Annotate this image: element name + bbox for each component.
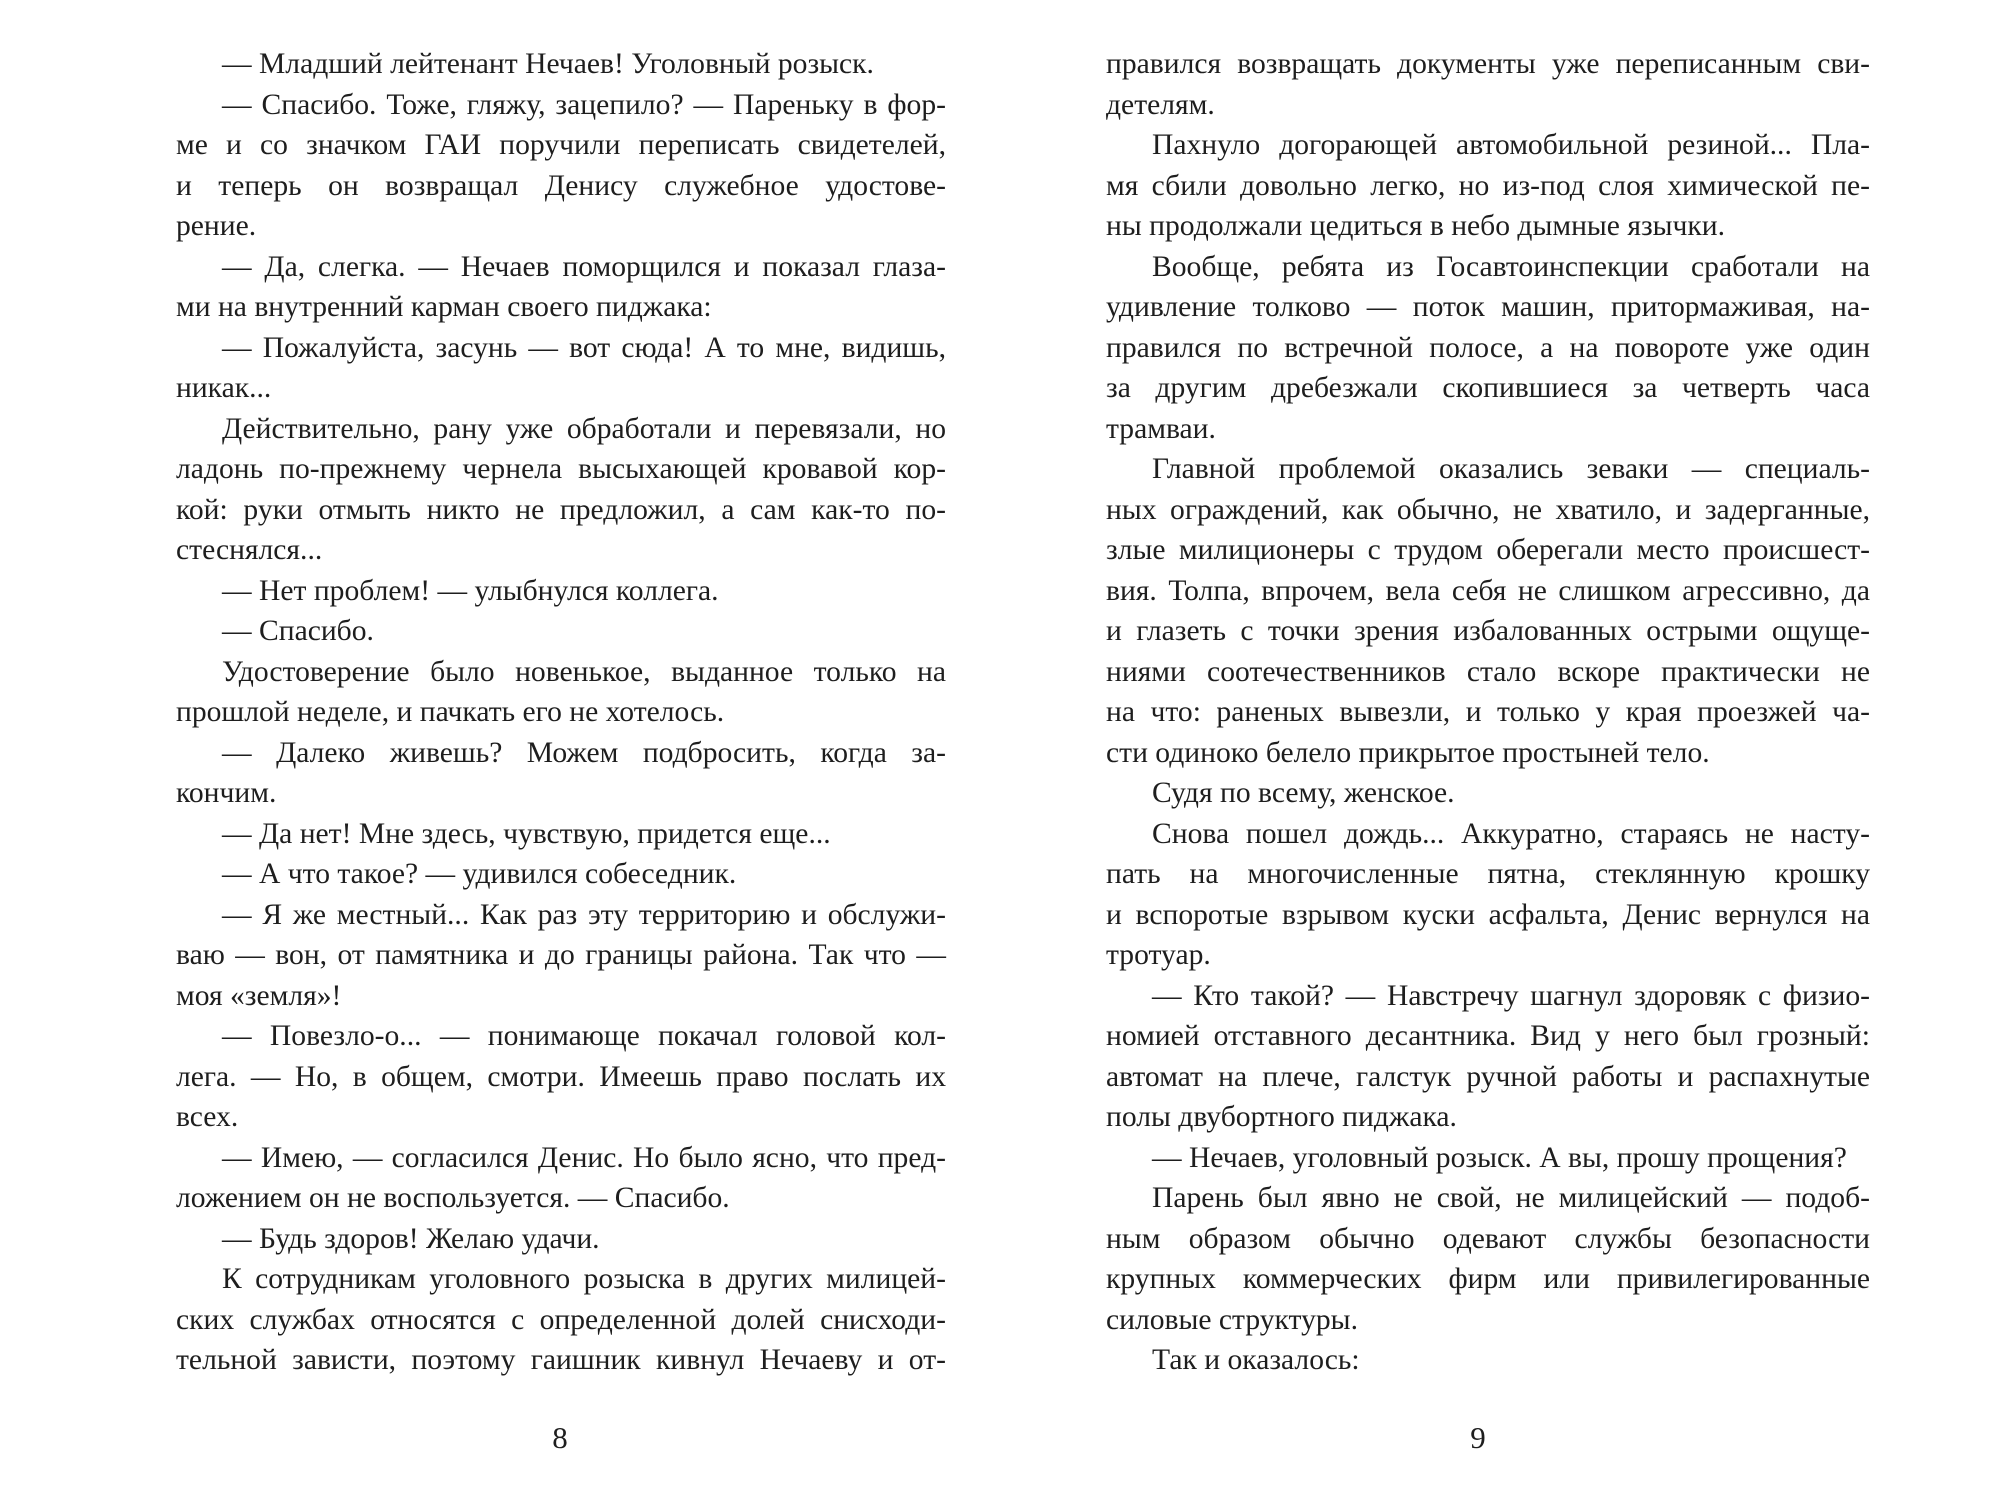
text-line: ны продолжали цедиться в небо дымные язычки. bbox=[1106, 210, 1726, 242]
text-line: — Младший лейтенант Нечаев! Уголовный розыск. bbox=[222, 48, 874, 80]
text-line: — Спасибо. bbox=[222, 615, 374, 647]
text-line: — Я же местный... Как раз эту территорию и обслужи- bbox=[222, 898, 946, 931]
text-line: удивление толково — поток машин, притормаживая, на- bbox=[1106, 291, 1870, 323]
text-line: — Кто такой? — Навстречу шагнул здоровяк с физио- bbox=[1152, 979, 1870, 1012]
text-line: — Да нет! Мне здесь, чувствую, придется еще... bbox=[222, 817, 831, 850]
text-line: прошлой неделе, и пачкать его не хотелось. bbox=[176, 696, 725, 728]
text-line: ным образом обычно одевают службы безопасности bbox=[1106, 1222, 1870, 1255]
text-line: ладонь по-прежнему чернела высыхающей кровавой кор- bbox=[176, 453, 946, 485]
text-line: сти одиноко белело прикрытое простыней тело. bbox=[1106, 736, 1710, 769]
text-line: ме и со значком ГАИ поручили переписать свидетелей, bbox=[176, 129, 946, 161]
text-line: — Нечаев, уголовный розыск. А вы, прошу прощения? bbox=[1152, 1141, 1847, 1174]
text-line: ниями соотечественников стало вскоре практически не bbox=[1106, 655, 1870, 688]
text-line: — Да, слегка. — Нечаев поморщился и показал глаза- bbox=[222, 250, 946, 283]
text-line: стеснялся... bbox=[176, 534, 323, 566]
text-line: Удостоверение было новенькое, выданное только на bbox=[222, 655, 946, 688]
text-line: — Будь здоров! Желаю удачи. bbox=[222, 1222, 600, 1255]
text-line: — Спасибо. Тоже, гляжу, зацепило? — Пареньку в фор- bbox=[222, 88, 946, 121]
text-line: ваю — вон, от памятника и до границы района. Так что — bbox=[176, 939, 946, 971]
text-line: тельной зависти, поэтому гаишник кивнул Нечаеву и от- bbox=[176, 1344, 946, 1376]
text-line: за другим дребезжали скопившиеся за четверть часа bbox=[1106, 372, 1870, 404]
text-line: — Имею, — согласился Денис. Но было ясно, что пред- bbox=[222, 1141, 946, 1174]
text-line: кой: руки отмыть никто не предложил, а сам как-то по- bbox=[176, 493, 946, 526]
text-line: мя сбили довольно легко, но из-под слоя химической пе- bbox=[1106, 169, 1870, 202]
text-line: — Повезло-о... — понимающе покачал головой кол- bbox=[222, 1020, 946, 1052]
text-line: — Далеко живешь? Можем подбросить, когда за- bbox=[222, 736, 946, 769]
text-line: моя «земля»! bbox=[176, 979, 342, 1012]
text-line: ных ограждений, как обычно, не хватило, и задерганные, bbox=[1106, 493, 1870, 526]
text-line: трамваи. bbox=[1106, 412, 1216, 445]
text-line: кончим. bbox=[176, 777, 277, 809]
text-line: правился возвращать документы уже переписанным сви- bbox=[1106, 48, 1870, 80]
text-line: силовые структуры. bbox=[1106, 1303, 1358, 1336]
text-line: и теперь он возвращал Денису служебное удостове- bbox=[176, 169, 946, 202]
text-line: и глазеть с точки зрения избалованных острыми ощуще- bbox=[1106, 615, 1870, 647]
text-line: никак... bbox=[176, 372, 272, 404]
text-line: правился по встречной полосе, а на повороте уже один bbox=[1106, 331, 1870, 364]
right-page-text bbox=[1106, 44, 1870, 1381]
text-line: — А что такое? — удивился собеседник. bbox=[222, 858, 737, 890]
text-line: Пахнуло догорающей автомобильной резиной... Пла- bbox=[1152, 129, 1870, 161]
text-line: К сотрудникам уголовного розыска в других милицей- bbox=[222, 1263, 946, 1295]
text-line: лега. — Но, в общем, смотри. Имеешь право послать их bbox=[176, 1060, 946, 1093]
text-line: — Пожалуйста, засунь — вот сюда! А то мне, видишь, bbox=[222, 331, 946, 364]
text-line: и вспоротые взрывом куски асфальта, Денис вернулся на bbox=[1106, 898, 1870, 931]
text-line: злые милиционеры с трудом оберегали место происшест- bbox=[1106, 534, 1870, 566]
text-line: — Нет проблем! — улыбнулся коллега. bbox=[222, 574, 719, 607]
text-line: крупных коммерческих фирм или привилегированные bbox=[1106, 1263, 1870, 1295]
text-line: вия. Толпа, впрочем, вела себя не слишком агрессивно, да bbox=[1106, 574, 1870, 607]
text-line: Главной проблемой оказались зеваки — специаль- bbox=[1152, 453, 1870, 485]
text-line: Снова пошел дождь... Аккуратно, стараясь не насту- bbox=[1152, 817, 1870, 850]
text-line: Так и оказалось: bbox=[1152, 1344, 1360, 1376]
text-line: пать на многочисленные пятна, стеклянную крошку bbox=[1106, 858, 1870, 890]
text-line: Вообще, ребята из Госавтоинспекции сработали на bbox=[1152, 250, 1870, 283]
page-number-right: 9 bbox=[1470, 1420, 1486, 1455]
text-line: детелям. bbox=[1106, 88, 1215, 121]
text-line: автомат на плече, галстук ручной работы и распахнутые bbox=[1106, 1060, 1870, 1093]
text-line: ми на внутренний карман своего пиджака: bbox=[176, 291, 712, 323]
left-page-text bbox=[176, 44, 946, 1381]
text-line: рение. bbox=[176, 210, 257, 242]
text-line: Судя по всему, женское. bbox=[1152, 777, 1455, 809]
text-line: Парень был явно не свой, не милицейский — подоб- bbox=[1152, 1182, 1870, 1214]
text-line: ских службах относятся с определенной долей снисходи- bbox=[176, 1303, 946, 1336]
text-line: ложением он не воспользуется. — Спасибо. bbox=[176, 1182, 730, 1214]
text-line: на что: раненых вывезли, и только у края проезжей ча- bbox=[1106, 696, 1870, 728]
page-number-left: 8 bbox=[552, 1420, 568, 1455]
text-line: Действительно, рану уже обработали и перевязали, но bbox=[222, 412, 946, 445]
text-line: тротуар. bbox=[1106, 939, 1211, 971]
text-line: всех. bbox=[176, 1101, 239, 1133]
text-line: номией отставного десантника. Вид у него был грозный: bbox=[1106, 1020, 1870, 1052]
text-line: полы двубортного пиджака. bbox=[1106, 1101, 1457, 1133]
